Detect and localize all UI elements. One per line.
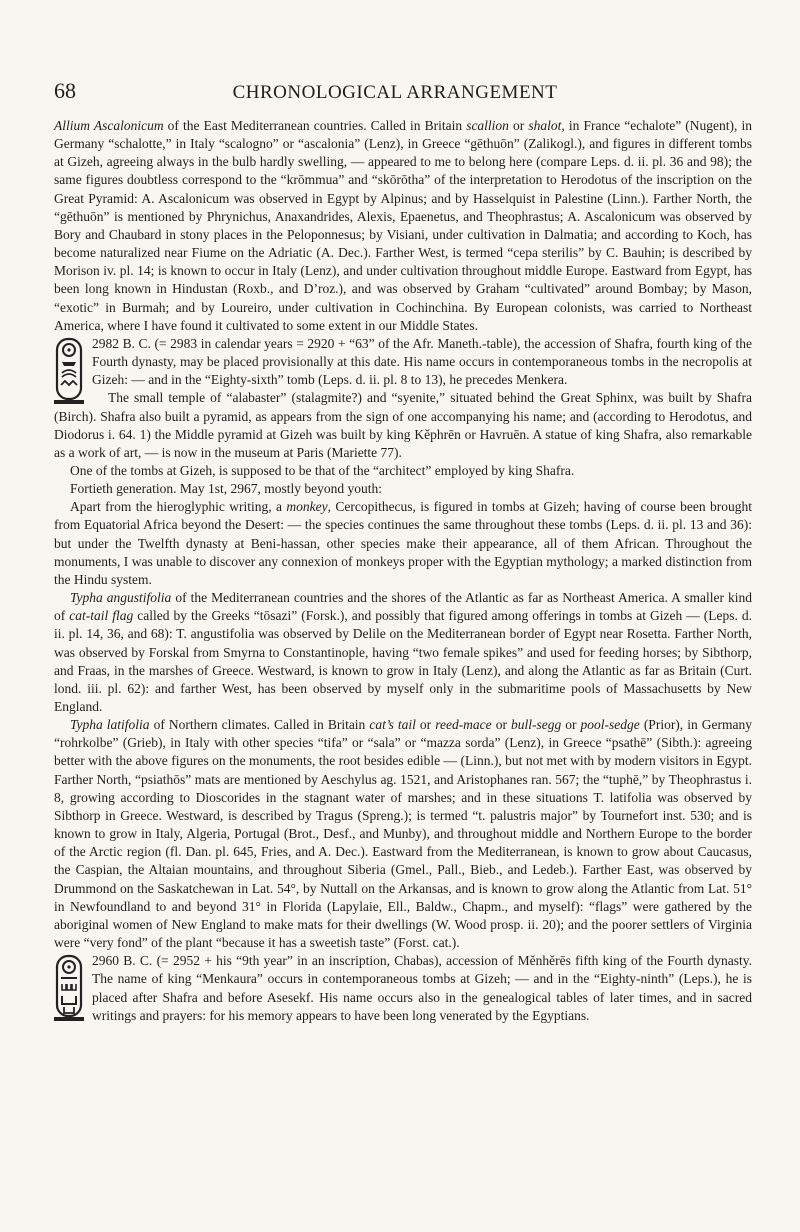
common-name: shalot xyxy=(528,118,562,133)
common-name: monkey xyxy=(286,499,328,515)
cartouche-shafra-icon xyxy=(54,337,84,405)
text-run: or xyxy=(491,717,511,733)
common-name: scallion xyxy=(466,118,509,133)
page-number: 68 xyxy=(54,78,76,103)
text-run: of Northern climates. Called in Britain xyxy=(149,717,370,733)
species-name: Allium Ascalonicum xyxy=(54,118,164,133)
cartouche-icon xyxy=(54,954,84,1022)
text-run: (Prior), in Germany “rohrkolbe” (Grieb), in Italy with other species “tifa” or “sala” or “mazza sorda” (Lenz), in Greece “psathē” (Sibth.): agreeing better with the above figures on the monuments, the root besides edible — (Linn.), but not met with by modern visitors in Egypt. Farther North, “psiathōs” mats are mentioned by Aeschylus ag. 1521, and Aristophanes ran. 567; the “tuphē,” by Theophrastus i. 8, growing according to Dioscorides in the stagnant water of marshes; and in these situations T. latifolia was observed by Sibthorp in Greece. Westward, is described by Tragus (Spreng.); is termed “t. palustris major” by Tournefort inst. 530; and is known to grow in Italy, Algeria, Portugal (Brot., Desf., and Munby), and throughout middle and Northern Europe to the border of the Arctic region (fl. Dan. pl. 645, Fries, and A. Dec.). Eastward from the Mediterranean, is known to grow about Caucasus, the Caspian, the Altaian mountains, and throughout Siberia (Gmel., Pall., Bieb., and Ledeb.). Farther East, was observed by Drummond on the Saskatchewan in Lat. 54°, by Nuttall on the Arkansas, and is known to grow along the Atlantic from Lat. 51° in Newfoundland to and beyond 31° in Florida (Lapylaie, Ell., Baldw., Chapm., and myself): “flags” were gathered by the aboriginal women of New England to make mats for their dwellings (W. Wood prosp. ii. 20); and the poorer settlers of Virginia were “very fond” of the plant “because it has a sweetish taste” (Forst. cat.). xyxy=(54,717,752,951)
cartouche-menkaura-icon xyxy=(54,954,84,1022)
paragraph-allium xyxy=(54,117,752,335)
common-name: reed-mace xyxy=(435,717,492,733)
text-run: Apart from the hieroglyphic writing, a xyxy=(70,499,287,515)
paragraph-architect: One of the tombs at Gizeh, is supposed to be that of the “architect” employed by king Shafra. xyxy=(70,462,575,478)
text-run: or xyxy=(508,118,529,133)
text-run: of the Mediterranean countries and the shores of the Atlantic as far as Northeast America. A smaller kind of xyxy=(54,590,752,624)
paragraph-menheres: 2960 B. C. (= 2952 + his “9th year” in an inscription, Chabas), accession of Měnhěrēs fifth king of the Fourth dynasty. The name of king “Menkaura” occurs in contemporaneous tombs at Gizeh; — and in the “Eighty-ninth” (Leps.), he is placed after Shafra and before Asesekf. His name occurs also in the genealogical tables of later times, and in sacred writings and prayers: for his memory appears to have been long venerated by the Egyptians. xyxy=(92,953,752,1023)
paragraph-typha-angustifolia xyxy=(54,589,752,716)
paragraph-shafra: 2982 B. C. (= 2983 in calendar years = 2920 + “63” of the Afr. Maneth.-table), the accession of Shafra, fourth king of the Fourth dynasty, may be placed provisionally at this date. His name occurs in contemporaneous tombs in the necropolis at Gizeh: — and in the “Eighty-sixth” tomb (Leps. d. ii. pl. 8 to 13), he precedes Menkera. xyxy=(92,335,752,388)
text-run: or xyxy=(561,717,581,733)
paragraph-fortieth-generation: Fortieth generation. May 1st, 2967, mostly beyond youth: xyxy=(70,481,382,497)
text-run: , in France “echalote” (Nugent), in Germany “schalotte,” in Italy “scalogno” or “ascalonia” (Lenz), in Greece “gēthuōn” (Zalikogl.), and figures in different tombs at Gizeh, agreeing always in the bulb hardly swelling, — appeared to me to belong here (compare Leps. d. ii. pl. 36 and 98); the same figures doubtless correspond to the “krōmmua” and “skōrōtha” of the interpretation to Herodotus of the inscription on the Great Pyramid: A. Ascalonicum was observed in Egypt by Alpinus; and by Hasselquist in Palestine (Linn.). Farther North, the “gēthuōn” is mentioned by Phrynichus, Anaxandrides, Alexis, Epaenetus, and Theophrastus; A. Ascalonicum was observed by Bory and Chaubard in stony places in the Peloponnesus; by Visiani, under cultivation in Dalmatia; and according to Koch, has become naturalized near Fiume on the Adriatic (A. Dec.). Farther West, is termed “cepa sterilis” by C. Bauhin; is described by Morison iv. pl. 14; is known to occur in Italy (Lenz), and under cultivation throughout middle Europe. Eastward from Egypt, has been long known in Hindustan (Roxb., and D’roz.), and was observed by Graham “cultivated” around Bombay; by Mason, “exotic” in Burmah; and by Loureiro, under cultivation in Cochinchina. By European colonists, was carried to Northeast America, where I have found it cultivated to some extent in our Middle States. xyxy=(54,118,753,333)
running-head: CHRONOLOGICAL ARRANGEMENT xyxy=(232,82,558,103)
paragraph-temple: The small temple of “alabaster” (stalagmite?) and “syenite,” situated behind the Great Sphinx, was built by Shafra (Birch). Shafra also built a pyramid, as appears from the sign of one accompanying his name; and (according to Herodotus, and Diodorus i. 64. 1) the Middle pyramid at Gizeh was built by king Kěphrēn or Havruēn. A statue of king Shafra, also remarkable as a work of art, — is now in the museum at Paris (Mariette 77). xyxy=(54,390,752,460)
common-name: pool-sedge xyxy=(580,717,640,733)
text-run: called by the Greeks “tōsazi” (Forsk.), and possibly that figured among offerings in tombs at Gizeh — (Leps. d. ii. pl. 14, 36, and 68): T. angustifolia was observed by Delile on the Mediterranean border of Egypt near Rosetta. Farther North, was observed by Forskal from Smyrna to Constantinople, having “two female spikes” and used for feeding horses; by Sibthorp, and Fraas, in the marshes of Greece. Westward, is known to grow in Italy (Lenz), and along the Atlantic as far as Britain (Curt. lond. iii. pl. 62): and farther West, has been observed by myself only in the submaritime pools of Massachusetts by New England. xyxy=(54,608,752,714)
text-run: or xyxy=(415,717,436,733)
species-name: Typha angustifolia xyxy=(70,590,172,606)
body-text xyxy=(54,117,752,1025)
page-header xyxy=(54,78,744,104)
cartouche-icon xyxy=(54,337,84,405)
paragraph-monkey xyxy=(54,498,752,589)
common-name: cat-tail flag xyxy=(69,608,134,624)
text-run: , Cercopithecus, is figured in tombs at Gizeh; having of course been brought from Equatorial Africa beyond the Desert: — the species continues the same throughout these tombs (Leps. d. ii. pl. 13 and 36): but under the Twelfth dynasty at Beni-hassan, other species make their appearance, all of them African. Throughout the monuments, I was unable to discover any connexion of monkeys proper with the Egyptian mythology; a marked distinction from the Hindu system. xyxy=(54,499,752,587)
text-run: of the East Mediterranean countries. Called in Britain xyxy=(163,118,467,133)
common-name: bull-segg xyxy=(510,717,562,733)
species-name: Typha latifolia xyxy=(70,717,150,733)
common-name: cat’s tail xyxy=(369,717,416,733)
paragraph-typha-latifolia xyxy=(54,716,752,952)
